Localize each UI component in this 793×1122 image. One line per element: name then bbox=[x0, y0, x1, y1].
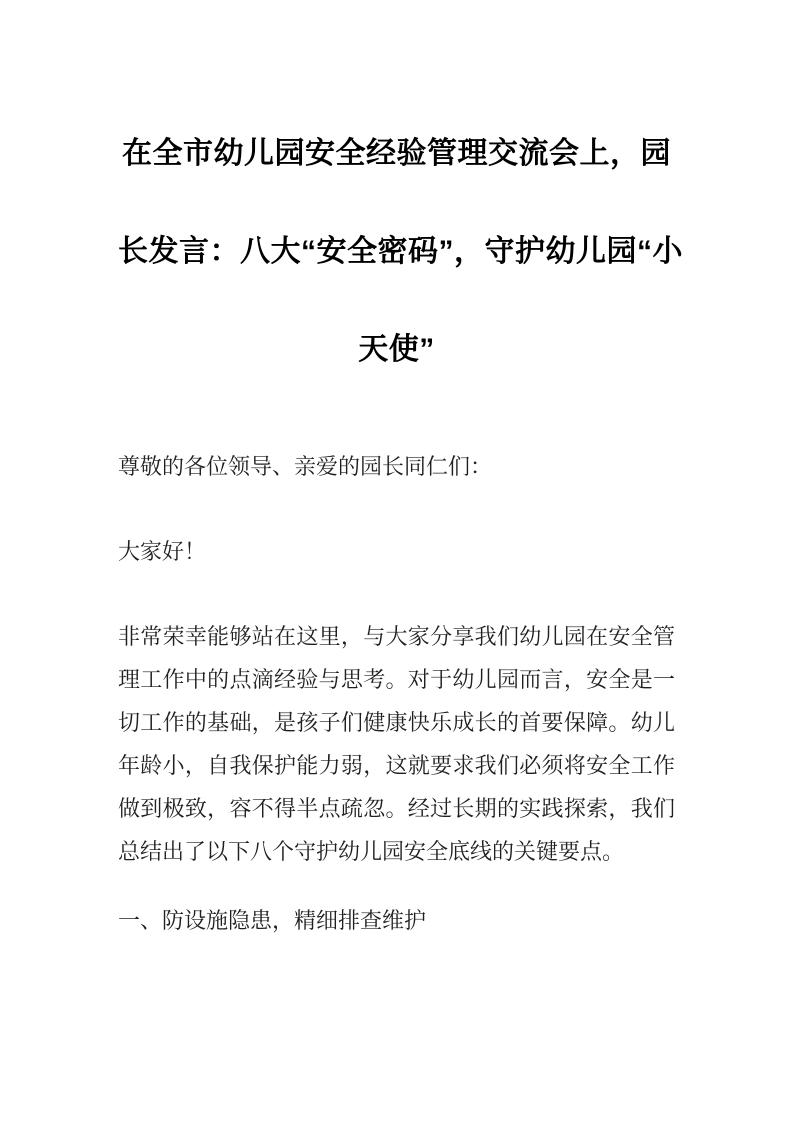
intro-paragraph: 非常荣幸能够站在这里，与大家分享我们幼儿园在安全管理工作中的点滴经验与思考。对于幼儿园而言，安全是一切工作的基础，是孩子们健康快乐成长的首要保障。幼儿年龄小，自我保护能力弱，这就要求我们必须将安全工作做到极致，容不得半点疏忽。经过长期的实践探索，我们总结出了以下八个守护幼儿园安全底线的关键要点。 bbox=[118, 624, 675, 864]
document-title-line-2: 长发言：八大“安全密码”，守护幼儿园“小 bbox=[118, 235, 683, 268]
document-title bbox=[118, 105, 683, 399]
document-title-line-3: 天使” bbox=[358, 333, 435, 366]
salutation-paragraph: 尊敬的各位领导、亲爱的园长同仁们： bbox=[118, 454, 493, 479]
greeting-paragraph: 大家好！ bbox=[118, 539, 207, 564]
document-title-line-1: 在全市幼儿园安全经验管理交流会上，园 bbox=[122, 137, 671, 170]
section-heading-1: 一、防设施隐患，精细排查维护 bbox=[118, 908, 427, 933]
